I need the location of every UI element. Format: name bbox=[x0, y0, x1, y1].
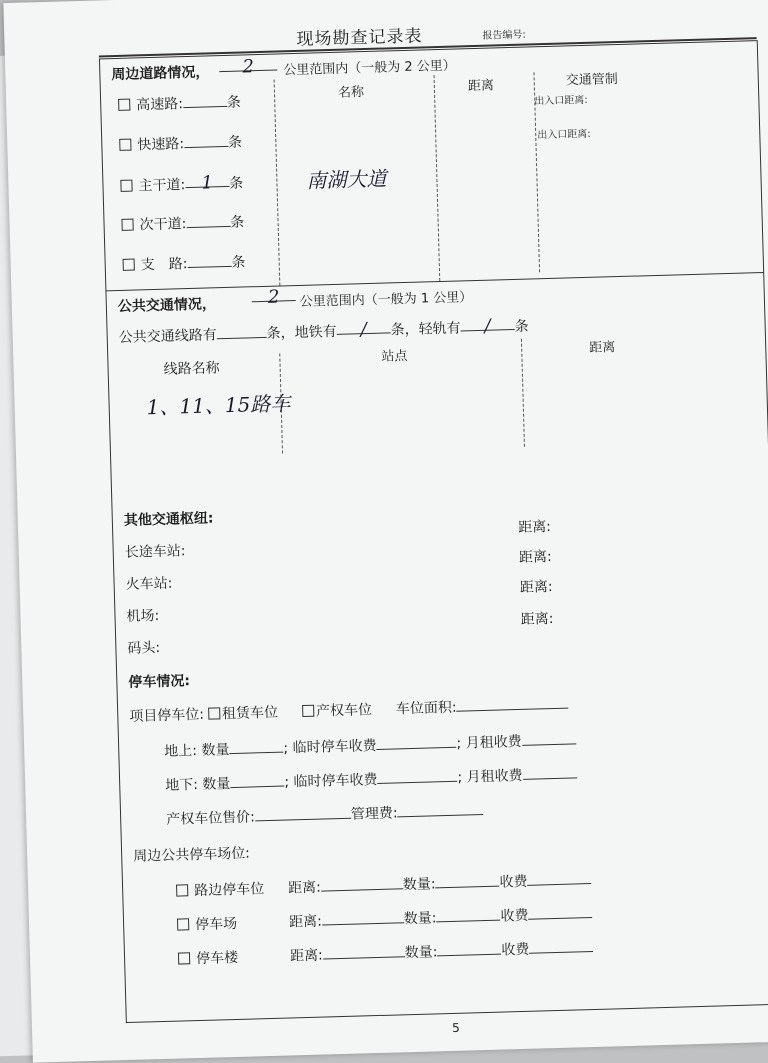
road-item-label: 支 路: bbox=[140, 256, 188, 274]
street-parking-label: 路边停车位 bbox=[193, 881, 265, 900]
road-count-field[interactable] bbox=[183, 92, 227, 108]
lot-fee-field[interactable] bbox=[528, 903, 592, 920]
road-item-unit: 条 bbox=[230, 214, 245, 231]
road-item-label: 快速路: bbox=[137, 136, 185, 154]
distance-label: 距离: bbox=[289, 947, 324, 965]
road-count-field[interactable] bbox=[184, 132, 228, 148]
transit-range-value: 2 bbox=[267, 286, 280, 308]
transit-col-distance: 距离 bbox=[589, 340, 616, 356]
public-parking-row-garage bbox=[178, 937, 594, 969]
road-item-unit: 条 bbox=[227, 134, 243, 151]
road-item-unit: 条 bbox=[228, 175, 244, 192]
road-item-label: 高速路: bbox=[136, 96, 184, 114]
roads-range-value: 2 bbox=[242, 56, 255, 78]
lightrail-label: 条，轻轨有 bbox=[390, 320, 461, 339]
transit-lines-row bbox=[118, 315, 528, 347]
transit-title: 公共交通情况， bbox=[117, 296, 217, 316]
garage-qty-field[interactable] bbox=[437, 940, 501, 957]
roads-entry-distance-1: 出入口距离: bbox=[534, 94, 588, 108]
fee-label: 收费 bbox=[499, 873, 528, 891]
lightrail-value: / bbox=[484, 315, 491, 337]
road-item-branch bbox=[122, 251, 245, 274]
transit-range-label: 公里范围内（一般为 1 公里） bbox=[299, 290, 473, 310]
transit-col-station: 站点 bbox=[381, 348, 408, 365]
secondary-road-checkbox[interactable] bbox=[121, 219, 133, 231]
public-parking-title: 周边公共停车场位: bbox=[133, 845, 251, 865]
distance-label: 距离: bbox=[287, 879, 322, 897]
management-fee-field[interactable] bbox=[397, 800, 483, 817]
lightrail-field[interactable] bbox=[460, 315, 514, 337]
sale-label: 产权车位售价: bbox=[165, 809, 256, 828]
border-right bbox=[757, 40, 768, 1005]
fee-label: 收费 bbox=[501, 941, 530, 959]
hub-airport: 机场: bbox=[126, 607, 160, 625]
subway-value: / bbox=[360, 319, 367, 341]
management-fee-label: 管理费: bbox=[350, 805, 398, 823]
roads-range-field[interactable] bbox=[219, 55, 277, 78]
road-item-highway bbox=[118, 92, 241, 115]
road-count-field[interactable] bbox=[186, 212, 230, 228]
roads-divider-2 bbox=[434, 75, 441, 281]
qty-label: 数量: bbox=[403, 910, 437, 928]
highway-checkbox[interactable] bbox=[118, 99, 130, 111]
garage-distance-field[interactable] bbox=[322, 942, 404, 959]
report-number-label: 报告编号: bbox=[482, 29, 526, 42]
roads-divider-1 bbox=[274, 80, 281, 286]
underground-label: 地下: 数量 bbox=[165, 776, 231, 794]
fee-label: 收费 bbox=[500, 907, 529, 925]
bus-lines-field[interactable] bbox=[216, 323, 266, 339]
sale-price-field[interactable] bbox=[255, 804, 351, 822]
hub-port: 码头: bbox=[127, 639, 161, 657]
roads-col-distance: 距离 bbox=[467, 78, 495, 95]
rent-option-label: 租赁车位 bbox=[221, 704, 279, 723]
project-parking-label: 项目停车位: bbox=[129, 706, 205, 725]
form-title: 现场勘查记录表 bbox=[296, 26, 423, 50]
road-item-unit: 条 bbox=[226, 94, 242, 111]
hub-distance-label: 距离: bbox=[517, 519, 552, 536]
lightrail-unit: 条 bbox=[514, 318, 529, 335]
road-item-label: 次干道: bbox=[139, 216, 187, 234]
main-road-checkbox[interactable] bbox=[120, 180, 132, 192]
hubs-title: 其他交通枢纽: bbox=[123, 510, 214, 529]
qty-label: 数量: bbox=[404, 944, 438, 962]
survey-form-sheet bbox=[3, 0, 768, 1063]
roads-entry-distance-2: 出入口距离: bbox=[537, 128, 591, 142]
parking-lot-label: 停车场 bbox=[194, 915, 238, 934]
roads-title: 周边道路情况， bbox=[111, 64, 210, 84]
qty-label: 数量: bbox=[402, 876, 436, 894]
roads-col-name: 名称 bbox=[337, 85, 365, 101]
road-item-label: 主干道: bbox=[138, 177, 186, 195]
temp-fee-label: ; 临时停车收费 bbox=[284, 771, 378, 791]
area-label: 车位面积: bbox=[395, 699, 457, 718]
rent-checkbox[interactable] bbox=[208, 707, 220, 719]
distance-label: 距离: bbox=[288, 913, 323, 931]
ground-parking-row bbox=[164, 729, 576, 760]
transit-col-route: 线路名称 bbox=[163, 360, 220, 378]
hub-long-distance-bus: 长途车站: bbox=[124, 543, 186, 561]
hub-distance-label: 距离: bbox=[519, 578, 553, 596]
parking-garage-checkbox[interactable] bbox=[178, 952, 190, 964]
project-parking-row bbox=[129, 694, 569, 726]
subway-field[interactable] bbox=[336, 318, 390, 341]
main-road-count: 1 bbox=[201, 172, 214, 194]
border-bottom bbox=[126, 1004, 768, 1023]
road-count-field[interactable] bbox=[187, 252, 231, 268]
public-parking-row-lot bbox=[177, 903, 593, 935]
roads-col-traffic: 交通管制 bbox=[565, 71, 618, 89]
transit-range-field[interactable] bbox=[251, 286, 295, 308]
public-parking-row-street bbox=[176, 869, 592, 901]
monthly-fee-label: ; 月租收费 bbox=[457, 767, 523, 786]
monthly-fee-label: ; 月租收费 bbox=[456, 733, 522, 752]
street-parking-checkbox[interactable] bbox=[176, 884, 188, 896]
border-left bbox=[99, 58, 127, 1023]
garage-fee-field[interactable] bbox=[529, 937, 593, 954]
road-item-unit: 条 bbox=[231, 254, 246, 271]
road-item-secondary bbox=[121, 211, 244, 234]
area-field[interactable] bbox=[456, 694, 568, 712]
street-distance-field[interactable] bbox=[321, 874, 403, 891]
own-option-label: 产权车位 bbox=[315, 702, 373, 720]
road-item-main bbox=[120, 171, 243, 195]
transit-lines-label: 公共交通线路有 bbox=[118, 327, 217, 347]
hub-distance-label: 距离: bbox=[518, 549, 552, 566]
hub-train-station: 火车站: bbox=[125, 575, 173, 593]
under-monthly-fee-field[interactable] bbox=[522, 763, 576, 780]
lot-qty-field[interactable] bbox=[436, 906, 500, 923]
temp-fee-label: ; 临时停车收费 bbox=[283, 737, 377, 757]
ground-qty-field[interactable] bbox=[229, 738, 283, 755]
parking-garage-label: 停车楼 bbox=[195, 949, 239, 968]
branch-road-checkbox[interactable] bbox=[123, 259, 135, 271]
street-fee-field[interactable] bbox=[527, 869, 591, 886]
expressway-checkbox[interactable] bbox=[119, 139, 131, 151]
ground-label: 地上: 数量 bbox=[164, 742, 230, 760]
transit-divider-2 bbox=[521, 339, 525, 447]
ground-temp-fee-field[interactable] bbox=[376, 733, 456, 750]
page-number: 5 bbox=[451, 1020, 460, 1035]
handwritten-routes: 1、11、15路车 bbox=[146, 391, 291, 420]
underground-parking-row bbox=[165, 763, 577, 794]
street-qty-field[interactable] bbox=[435, 872, 499, 889]
own-checkbox[interactable] bbox=[302, 705, 314, 717]
hub-distance-label: 距离: bbox=[520, 610, 554, 628]
under-qty-field[interactable] bbox=[230, 772, 284, 789]
handwritten-road-name: 南湖大道 bbox=[306, 166, 387, 193]
subway-label: 条，地铁有 bbox=[266, 323, 337, 342]
road-item-expressway bbox=[119, 131, 242, 154]
ground-monthly-fee-field[interactable] bbox=[521, 729, 575, 746]
roads-range-label: 公里范围内（一般为 2 公里） bbox=[283, 58, 457, 79]
parking-lot-checkbox[interactable] bbox=[177, 918, 189, 930]
lot-distance-field[interactable] bbox=[322, 908, 404, 925]
parking-sale-row bbox=[166, 800, 484, 829]
parking-title: 停车情况: bbox=[128, 673, 191, 691]
under-temp-fee-field[interactable] bbox=[377, 767, 457, 784]
road-count-field[interactable] bbox=[185, 172, 229, 194]
